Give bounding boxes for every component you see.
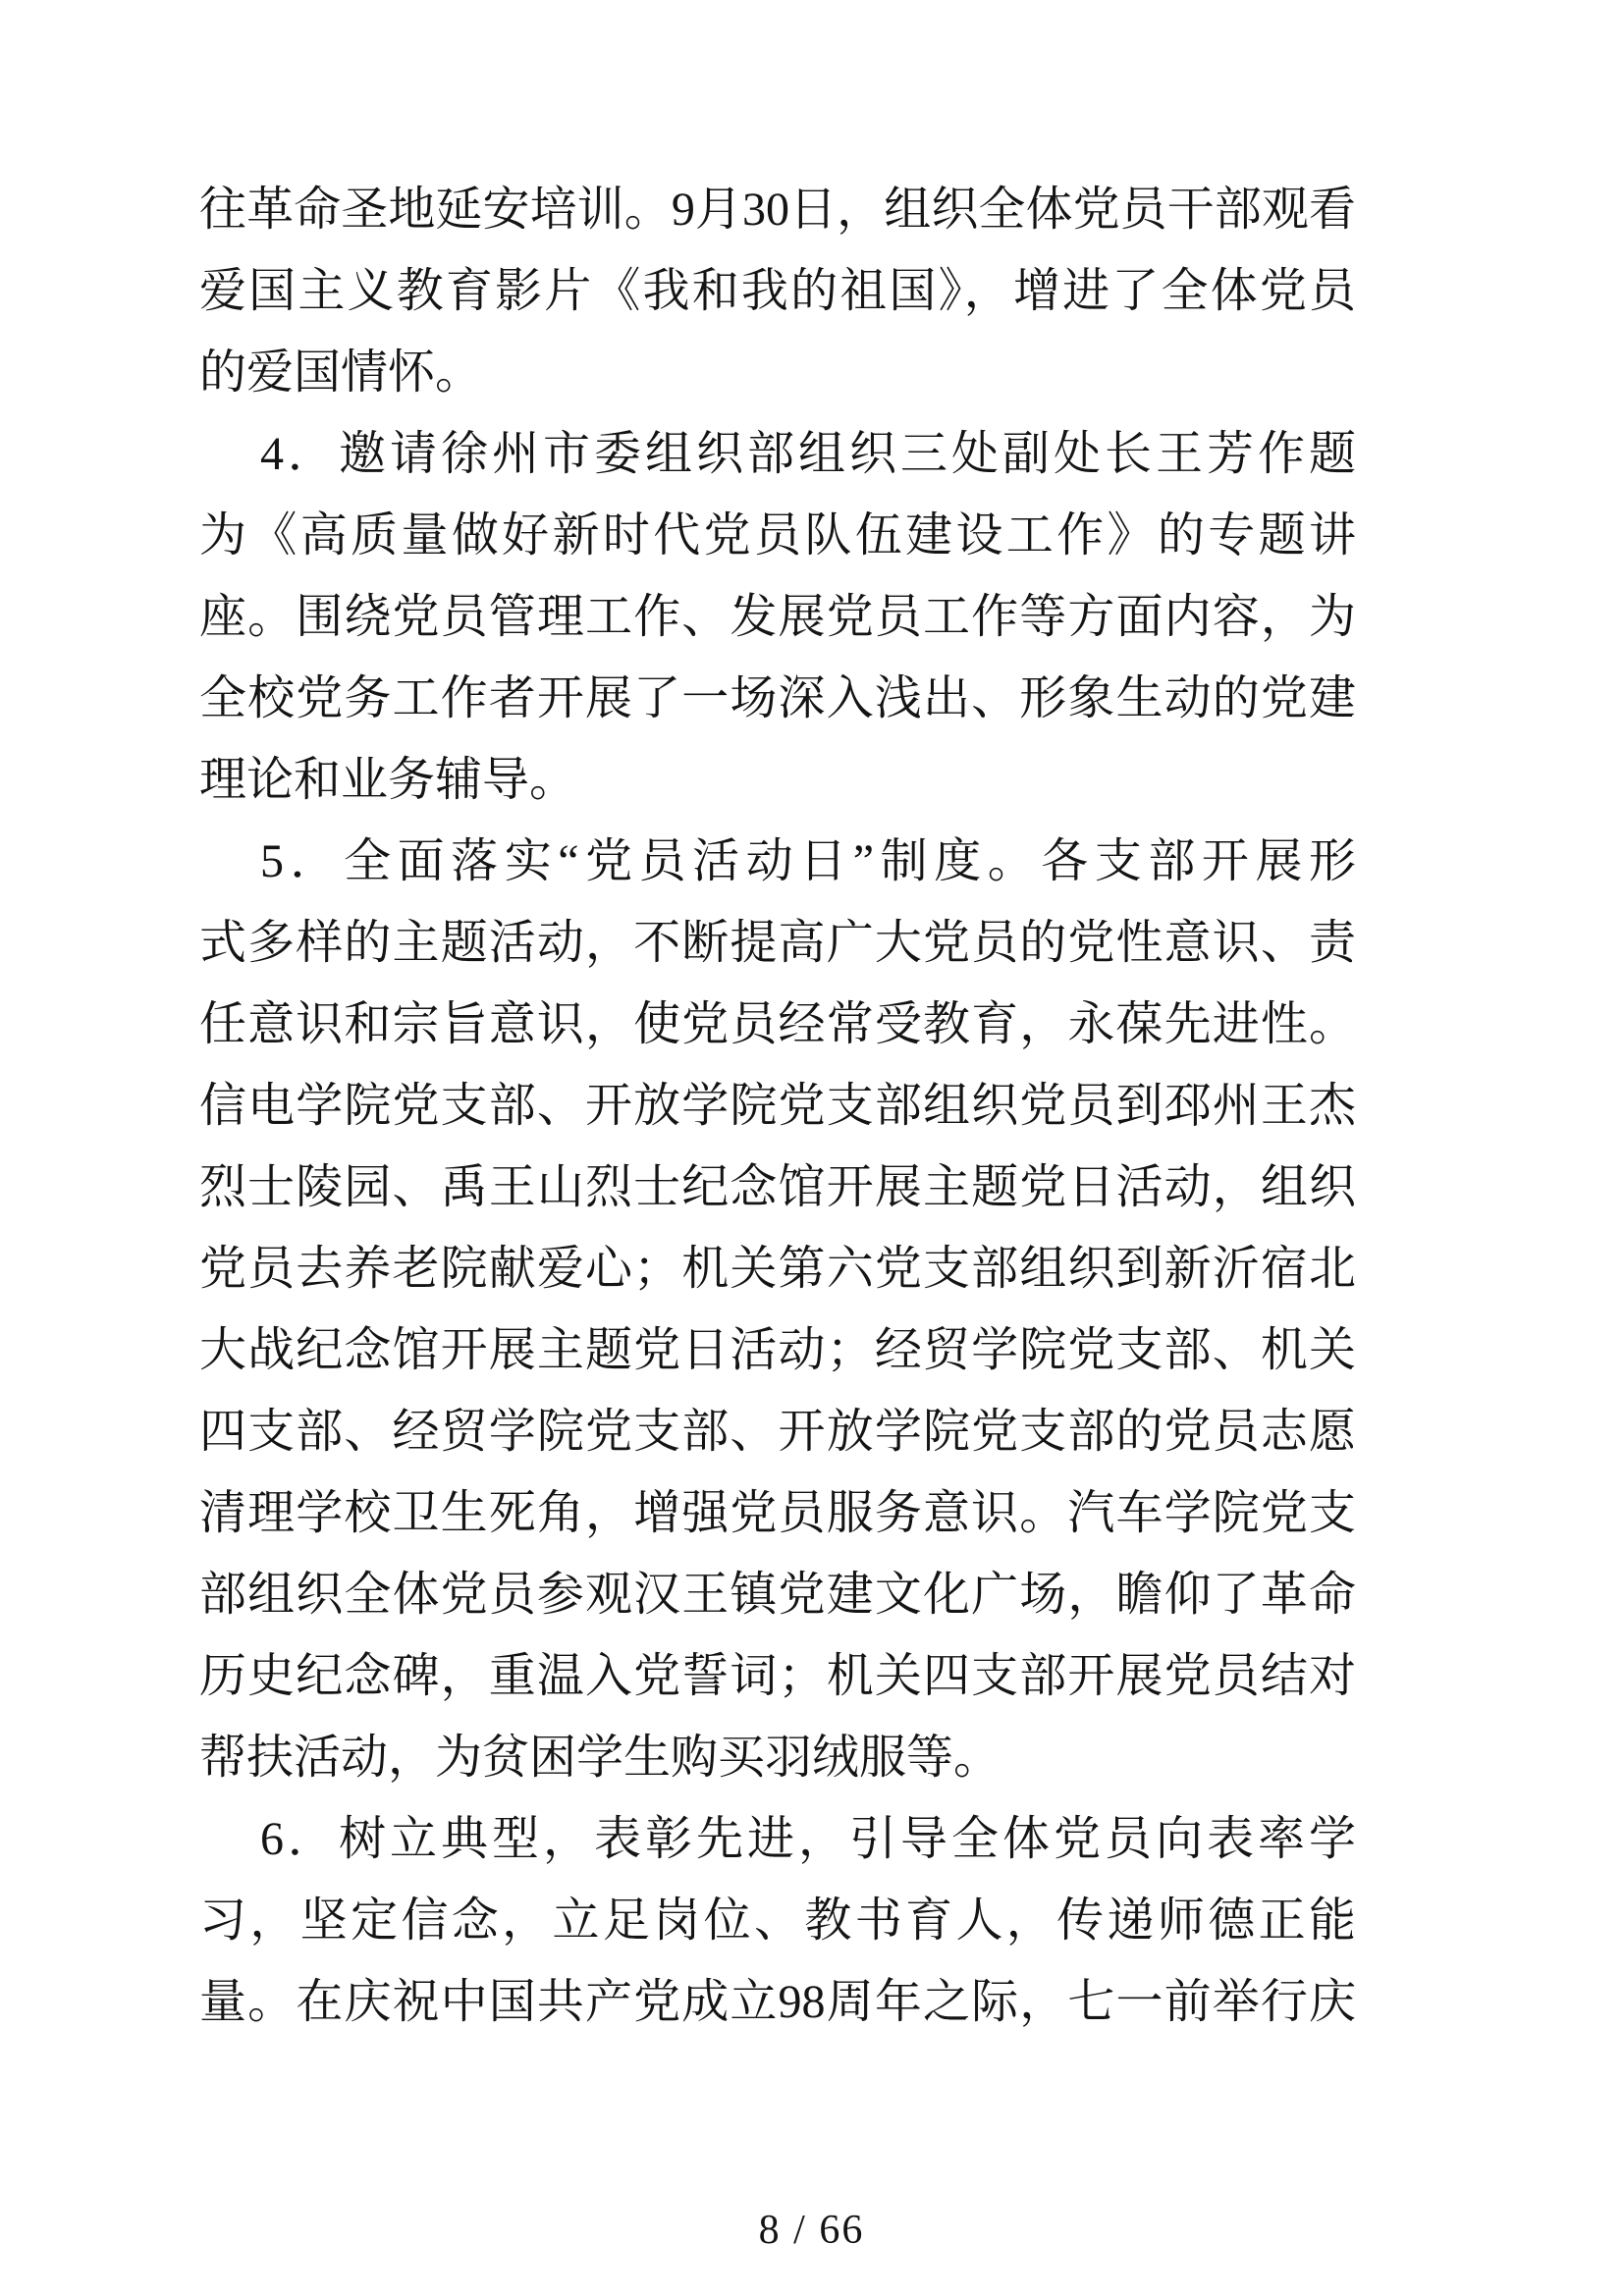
text-line: 4．邀请徐州市委组织部组织三处副处长王芳作题 — [260, 428, 1356, 480]
text-line: 习，坚定信念，立足岗位、教书育人，传递师德正能 — [199, 1895, 1356, 1947]
text-line: 信电学院党支部、开放学院党支部组织党员到邳州王杰 — [199, 1080, 1356, 1132]
text-line: 历史纪念碑，重温入党誓词；机关四支部开展党员结对 — [199, 1650, 1356, 1702]
document-body — [199, 169, 1356, 2043]
text-line: 四支部、经贸学院党支部、开放学院党支部的党员志愿 — [199, 1406, 1356, 1458]
text-line: 5．全面落实“党员活动日”制度。各支部开展形 — [260, 835, 1356, 887]
page-number: 8 / 66 — [758, 2208, 865, 2253]
text-line: 的爱国情怀。 — [199, 347, 483, 399]
text-line: 6．树立典型，表彰先进，引导全体党员向表率学 — [260, 1813, 1356, 1865]
text-line: 理论和业务辅导。 — [199, 754, 577, 806]
text-line: 清理学校卫生死角，增强党员服务意识。汽车学院党支 — [199, 1487, 1356, 1539]
text-line: 烈士陵园、禹王山烈士纪念馆开展主题党日活动，组织 — [199, 1161, 1356, 1213]
text-line: 为《高质量做好新时代党员队伍建设工作》的专题讲 — [199, 509, 1356, 561]
text-line: 式多样的主题活动，不断提高广大党员的党性意识、责 — [199, 917, 1356, 969]
text-line: 量。在庆祝中国共产党成立98周年之际，七一前举行庆 — [199, 1976, 1356, 2028]
text-line: 往革命圣地延安培训。9月30日，组织全体党员干部观看 — [199, 184, 1356, 236]
text-line: 党员去养老院献爱心；机关第六党支部组织到新沂宿北 — [199, 1243, 1356, 1295]
text-line: 座。围绕党员管理工作、发展党员工作等方面内容，为 — [199, 591, 1356, 643]
text-line: 帮扶活动，为贫困学生购买羽绒服等。 — [199, 1732, 1001, 1784]
text-line: 部组织全体党员参观汉王镇党建文化广场，瞻仰了革命 — [199, 1569, 1356, 1621]
text-line: 全校党务工作者开展了一场深入浅出、形象生动的党建 — [199, 672, 1356, 724]
text-line: 任意识和宗旨意识，使党员经常受教育，永葆先进性。 — [199, 998, 1356, 1050]
text-line: 大战纪念馆开展主题党日活动；经贸学院党支部、机关 — [199, 1324, 1356, 1376]
text-line: 爱国主义教育影片《我和我的祖国》，增进了全体党员 — [199, 265, 1356, 317]
